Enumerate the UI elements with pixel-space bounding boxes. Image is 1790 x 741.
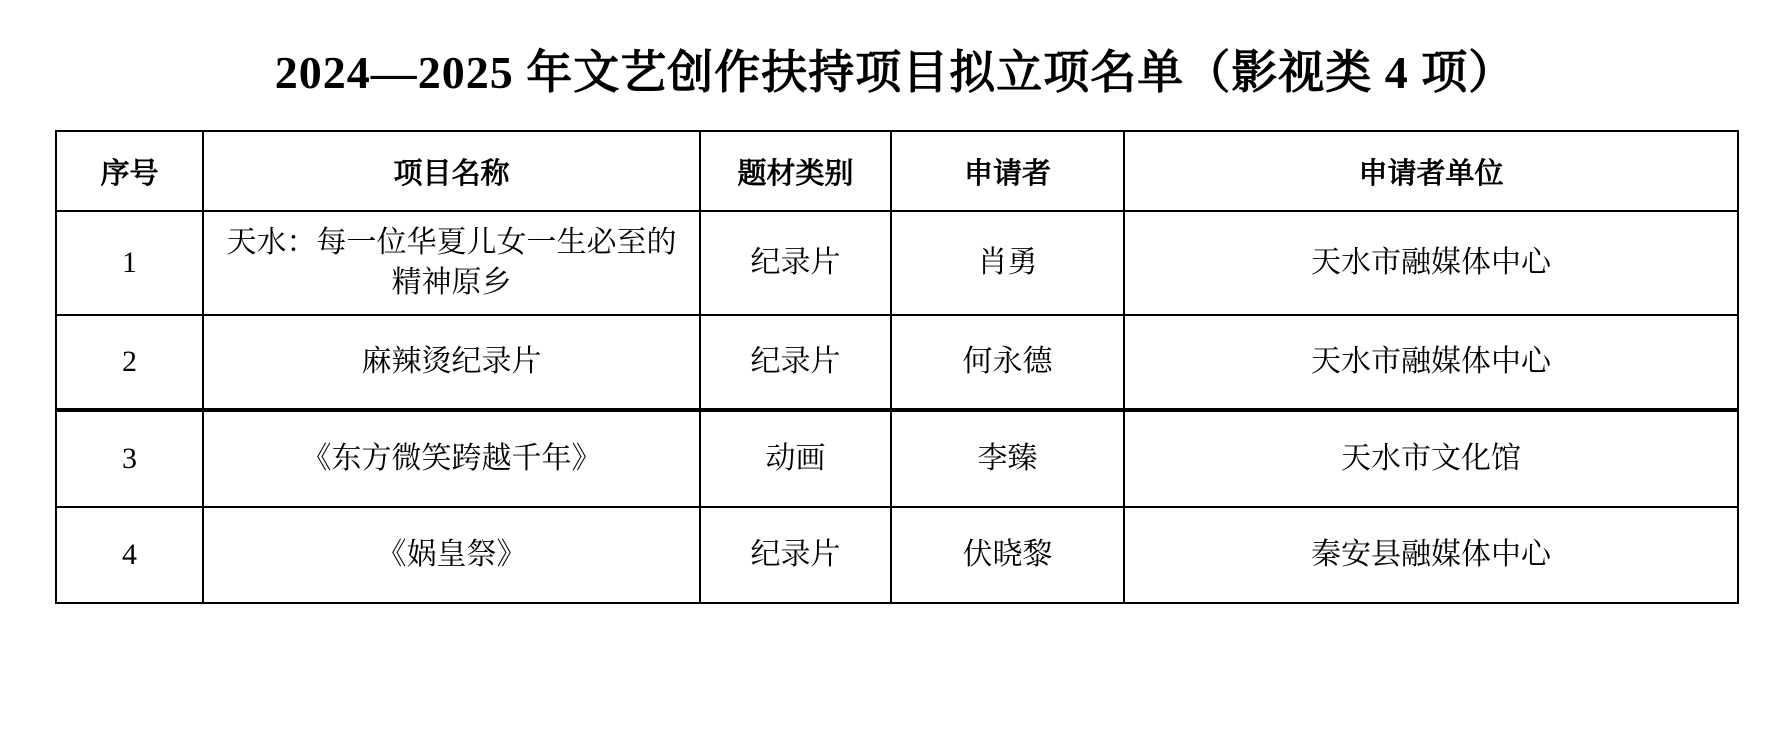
header-serial-number: 序号 (56, 131, 203, 211)
table-container (55, 130, 1737, 604)
cell-subject-category: 动画 (700, 410, 891, 507)
cell-applicant: 伏晓黎 (891, 507, 1124, 603)
cell-subject-category: 纪录片 (700, 211, 891, 315)
table-row (56, 211, 1738, 315)
cell-subject-category: 纪录片 (700, 507, 891, 603)
cell-applicant: 肖勇 (891, 211, 1124, 315)
cell-project-name: 麻辣烫纪录片 (203, 315, 700, 410)
table-row (56, 507, 1738, 603)
cell-applicant-unit: 天水市文化馆 (1124, 410, 1738, 507)
cell-applicant: 李臻 (891, 410, 1124, 507)
cell-serial-number: 2 (56, 315, 203, 410)
cell-subject-category: 纪录片 (700, 315, 891, 410)
cell-project-name: 《娲皇祭》 (203, 507, 700, 603)
header-subject-category: 题材类别 (700, 131, 891, 211)
cell-serial-number: 3 (56, 410, 203, 507)
header-applicant-unit: 申请者单位 (1124, 131, 1738, 211)
header-applicant: 申请者 (891, 131, 1124, 211)
cell-applicant-unit: 天水市融媒体中心 (1124, 211, 1738, 315)
cell-serial-number: 4 (56, 507, 203, 603)
cell-applicant: 何永德 (891, 315, 1124, 410)
table-row (56, 410, 1738, 507)
cell-project-name: 天水：每一位华夏儿女一生必至的精神原乡 (203, 211, 700, 315)
header-project-name: 项目名称 (203, 131, 700, 211)
header-row (56, 131, 1738, 211)
page-title: 2024—2025 年文艺创作扶持项目拟立项名单（影视类 4 项） (274, 47, 1516, 98)
cell-applicant-unit: 天水市融媒体中心 (1124, 315, 1738, 410)
cell-applicant-unit: 秦安县融媒体中心 (1124, 507, 1738, 603)
projects-table (55, 130, 1739, 604)
cell-serial-number: 1 (56, 211, 203, 315)
cell-project-name: 《东方微笑跨越千年》 (203, 410, 700, 507)
table-row (56, 315, 1738, 410)
